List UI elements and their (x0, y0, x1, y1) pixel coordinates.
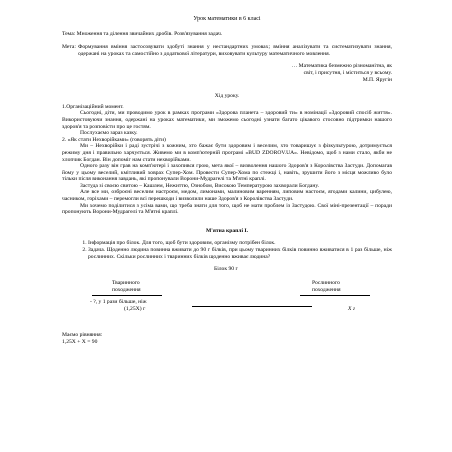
task-list (62, 240, 392, 260)
diagram-left-label: Тваринного (112, 280, 140, 287)
middle-underline (192, 306, 312, 307)
task-item: 2. Задача. Щоденно людина повинна вживати до 90 г білків, при цьому тваринних білків повинно вживатися в 1 раз більше, ніж рослинних. Скільки рослинних і тваринних білків щоденно вживає людина? (88, 247, 392, 260)
epigraph-author: М.П. Яругін (362, 76, 392, 83)
task-title: М'ятна краплі І. (206, 227, 248, 234)
diagram-left-label: походження (112, 287, 141, 294)
story-paragraph: Застуда зі своєю свитою – Кашлем, Нежиттю, Ознобом, Високою Температурою захворали Богдану. (80, 182, 319, 189)
listen-line: Послухаємо зараз казку. (80, 130, 138, 137)
diagram-right-expr: X г (348, 306, 355, 313)
goal-text: Формування вміння застосовувати здобуті знання у нестандартних умовах; вміння аналізувати та систематизувати знання, одержані на уроках та самостійно з додаткової літератури, виховувати культуру математичного мовлення. (77, 44, 392, 57)
right-underline (300, 295, 370, 296)
diagram-right-label: Рослинного (312, 280, 340, 287)
equation: 1,25X + X = 90 (62, 338, 98, 345)
epigraph-line: … Математика безмежно різноманітна, як (291, 63, 392, 70)
task-item: 1. Інформація про білок. Для того, щоб бути здоровим, організму потрібен білок. (88, 240, 392, 247)
story-paragraph: Ми – Нехворійки і раді зустрічі з кожним, хто бажає бути здоровим і веселим, хто товаришує з фізкультурою, дотримується режиму дня і правильно харчується. Живемо ми в комп'ютерній програмі «BUD ZDOROV.UA». Невідомо, щоб з нами стало, якби не хлопчик Богдан. Він допоміг нам стати нехворійками. (62, 143, 392, 163)
story-paragraph: Але все ми, озброєні веселим настроєм, медом, лимонами, малиновим варенням, липовим настоєм, ягодами калини, цибулею, часником, горіхами – перемогли всі перешкоди і визволили наше Здоров'я з Королівства Застуди. (62, 189, 392, 203)
section-title: Хід уроку. (214, 93, 240, 100)
lesson-goal (62, 44, 392, 57)
org-paragraph: Сьогодні, діти, ми проводимо урок в рамках програми «Здорова планета – здоровий ти» в номінації «Здоровий спосіб життя». Використовуючи знання, одержані на уроках математики, ми зможемо сьогодні узнати багато цікавого стосовно підтримки нашого здоров'я та розповісти про це гостям. (62, 110, 392, 130)
diagram-right-label: походження (312, 287, 341, 294)
story-paragraph: Ми хочемо поділитися з усіма вами, що треба знати для того, щоб не мати проблем із Застудою. Свої міні-презентації – поради пропонують Ворони-Мудрагелі та М'ятні краплі. (62, 202, 392, 216)
diagram-total: Білок 90 г (214, 266, 238, 273)
epigraph-line: світ, і присутня, і міститься у всьому. (303, 69, 392, 76)
org-heading: 1.Організаційний момент. (62, 103, 124, 110)
problem-diagram (62, 266, 392, 328)
story-paragraph: Одного разу він грав на комп'ютері і захопився грою, мета якої – визволення нашого Здоров'я з Королівства Застуди. Допомагав йому у цьому веселий, кмітливий ховрах Супер-Хом. Провести Супер-Хома по стежці і, навіть, зрушити його з місця можливо було тільки після виконання завдань, які пропонували Ворони-Мудрагелі та М'ятні краплі. (62, 163, 392, 183)
diagram-left-expr: (1,25X) г (124, 306, 146, 313)
epigraph (62, 63, 392, 83)
lesson-topic: Тема: Множення та ділення звичайних дробів. Розв'язування задач. (62, 30, 223, 37)
lesson-title: Урок математики в 6 класі (193, 16, 261, 22)
goal-label: Мета: (62, 44, 76, 51)
left-underline (92, 295, 162, 296)
diagram-relation: - ?, у 1 рази більше, ніж (90, 299, 147, 306)
tale-heading: 2. «Як стати Нехворійками» (говорять діти) (62, 136, 166, 143)
equation-label: Маємо рівняння: (62, 332, 103, 339)
